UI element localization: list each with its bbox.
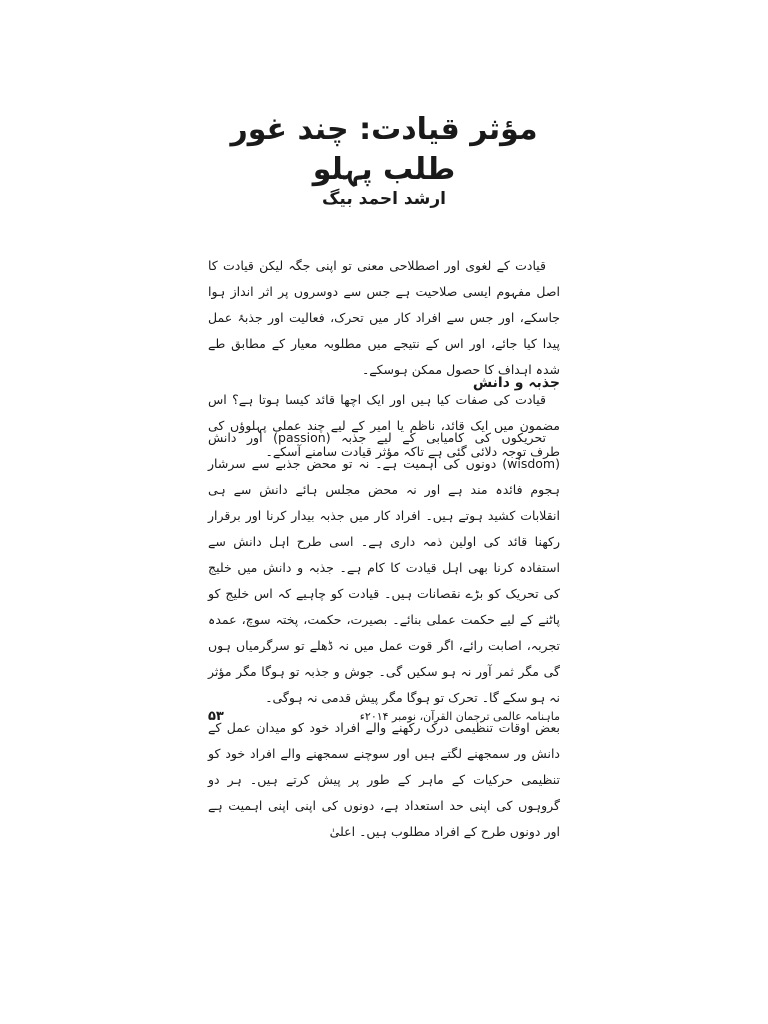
section-paragraph-2: بعض اوقات تنظیمی درک رکھنے والے افراد خود کو میدان عمل کے دانش ور سمجھنے لگتے ہیں اور سوچنے سمجھنے والے افراد خود کو تنظیمی حرکیات کے ماہر کے طور پر پیش کرتے ہیں۔ ہر دو گروہوں کی اپنی حد استعداد ہے، دونوں کی اپنی اپنی اہمیت ہے اور دونوں طرح کے افراد مطلوب ہیں۔ اعلیٰ — [208, 720, 560, 839]
intro-paragraph-2: قیادت کی صفات کیا ہیں اور ایک اچھا قائد کیسا ہوتا ہے؟ اس مضمون میں ایک قائد، ناظم یا امیر کے لیے چند عملی پہلوؤں کی طرف توجہ دلائی گئی ہے تاکہ مؤثر قیادت سامنے آسکے۔ — [208, 392, 560, 459]
article-author: ارشد احمد بیگ — [321, 189, 446, 209]
article-title: مؤثر قیادت: چند غور طلب پہلو — [230, 112, 538, 187]
journal-citation: ماہنامہ عالمی ترجمان القرآن، نومبر ۲۰۱۴ء — [359, 709, 560, 723]
section-heading: جذبہ و دانش — [472, 375, 560, 391]
page-number: ۵۳ — [208, 708, 224, 724]
section-paragraph-1: تحریکوں کی کامیابی کے لیے جذبہ (passion) اور دانش (wisdom) دونوں کی اہمیت ہے۔ نہ تو محض جذبے سے سرشار ہجوم فائدہ مند ہے اور نہ محض مجلس ہائے دانش سے ہی انقلابات کشید ہوتے ہیں۔ افراد کار میں جذبہ بیدار کرنا اور برقرار رکھنا قائد کی اولین ذمہ داری ہے۔ اسی طرح اہل دانش سے استفادہ کرنا بھی اہل قیادت کا کام ہے۔ جذبہ و دانش میں خلیج کی تحریک کو بڑے نقصانات ہیں۔ قیادت کو چاہیے کہ اس خلیج کو پاٹنے کے لیے حکمت عملی بنائے۔ بصیرت، حکمت، پختہ سوچ، عمدہ تجربہ، اصابت رائے، اگر قوت عمل میں نہ ڈھلے تو سرگرمیاں ہوں گی مگر ثمر آور نہ ہو سکیں گی۔ جوش و جذبہ تو ہوگا مگر مؤثر نہ ہو سکے گا۔ تحرک تو ہوگا مگر پیش قدمی نہ ہوگی۔ — [208, 430, 560, 705]
intro-paragraph-1: قیادت کے لغوی اور اصطلاحی معنی تو اپنی جگہ لیکن قیادت کا اصل مفہوم ایسی صلاحیت ہے جس سے دوسروں پر اثر انداز ہوا جاسکے، اور جس سے افراد کار میں تحرک، فعالیت اور جذبۂ عمل پیدا کیا جائے، اور اس کے نتیجے میں مطلوبہ معیار کے مطابق طے شدہ اہداف کا حصول ممکن ہوسکے۔ — [208, 258, 560, 377]
page-footer — [208, 704, 560, 728]
section-text — [208, 425, 560, 849]
